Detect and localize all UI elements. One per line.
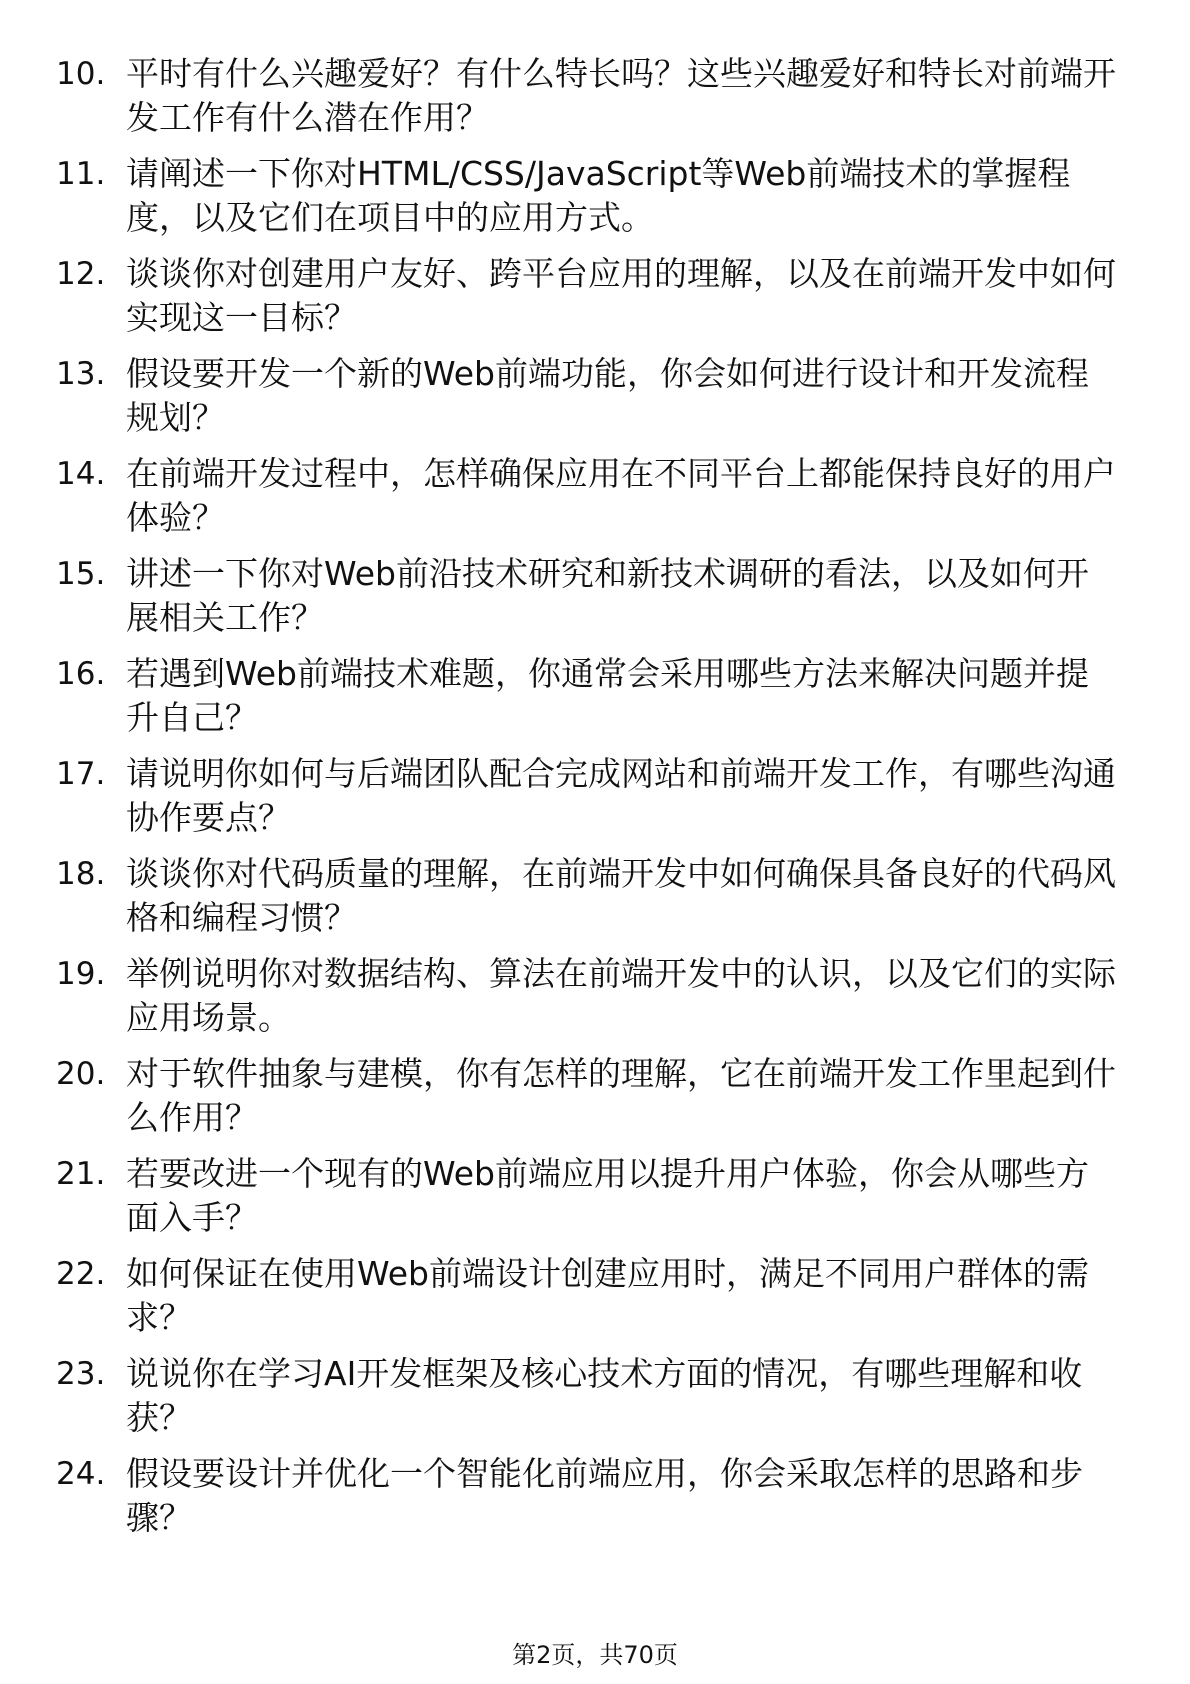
question-list [56,52,1116,1552]
question-text: 请阐述一下你对HTML/CSS/JavaScript等Web前端技术的掌握程度，以及它们在项目中的应用方式。 [126,154,1071,237]
question-number: 16. [56,656,106,692]
question-number: 15. [56,556,106,592]
question-item [56,952,1116,1040]
question-number: 24. [56,1456,106,1492]
question-text: 在前端开发过程中，怎样确保应用在不同平台上都能保持良好的用户体验？ [126,454,1116,537]
question-number: 10. [56,56,106,92]
page-number-label: 第2页，共70页 [512,1641,678,1669]
question-item [56,752,1116,840]
question-item [56,1452,1116,1540]
question-text: 讲述一下你对Web前沿技术研究和新技术调研的看法，以及如何开展相关工作？ [126,554,1089,637]
question-text: 如何保证在使用Web前端设计创建应用时，满足不同用户群体的需求？ [126,1254,1089,1337]
question-text: 说说你在学习AI开发框架及核心技术方面的情况，有哪些理解和收获？ [126,1354,1083,1437]
question-number: 19. [56,956,106,992]
question-item [56,1052,1116,1140]
question-number: 11. [56,156,106,192]
question-number: 14. [56,456,106,492]
question-text: 若要改进一个现有的Web前端应用以提升用户体验，你会从哪些方面入手？ [126,1154,1089,1237]
question-item [56,652,1116,740]
question-item [56,552,1116,640]
question-text: 举例说明你对数据结构、算法在前端开发中的认识，以及它们的实际应用场景。 [126,954,1116,1037]
question-number: 17. [56,756,106,792]
question-item [56,52,1116,140]
question-text: 平时有什么兴趣爱好？有什么特长吗？这些兴趣爱好和特长对前端开发工作有什么潜在作用？ [126,54,1116,137]
question-number: 12. [56,256,106,292]
question-item [56,852,1116,940]
question-text: 谈谈你对创建用户友好、跨平台应用的理解，以及在前端开发中如何实现这一目标？ [126,254,1116,337]
question-text: 谈谈你对代码质量的理解，在前端开发中如何确保具备良好的代码风格和编程习惯？ [126,854,1116,937]
question-item [56,452,1116,540]
question-item [56,1252,1116,1340]
question-text: 对于软件抽象与建模，你有怎样的理解，它在前端开发工作里起到什么作用？ [126,1054,1116,1137]
question-number: 18. [56,856,106,892]
question-item [56,252,1116,340]
question-item [56,1352,1116,1440]
question-item [56,152,1116,240]
page-footer [0,1640,1190,1670]
question-item [56,352,1116,440]
question-text: 请说明你如何与后端团队配合完成网站和前端开发工作，有哪些沟通协作要点？ [126,754,1116,837]
question-text: 若遇到Web前端技术难题，你通常会采用哪些方法来解决问题并提升自己？ [126,654,1089,737]
question-item [56,1152,1116,1240]
question-number: 22. [56,1256,106,1292]
question-number: 13. [56,356,106,392]
question-text: 假设要开发一个新的Web前端功能，你会如何进行设计和开发流程规划？ [126,354,1089,437]
question-text: 假设要设计并优化一个智能化前端应用，你会采取怎样的思路和步骤？ [126,1454,1083,1537]
question-number: 20. [56,1056,106,1092]
question-number: 23. [56,1356,106,1392]
question-number: 21. [56,1156,106,1192]
